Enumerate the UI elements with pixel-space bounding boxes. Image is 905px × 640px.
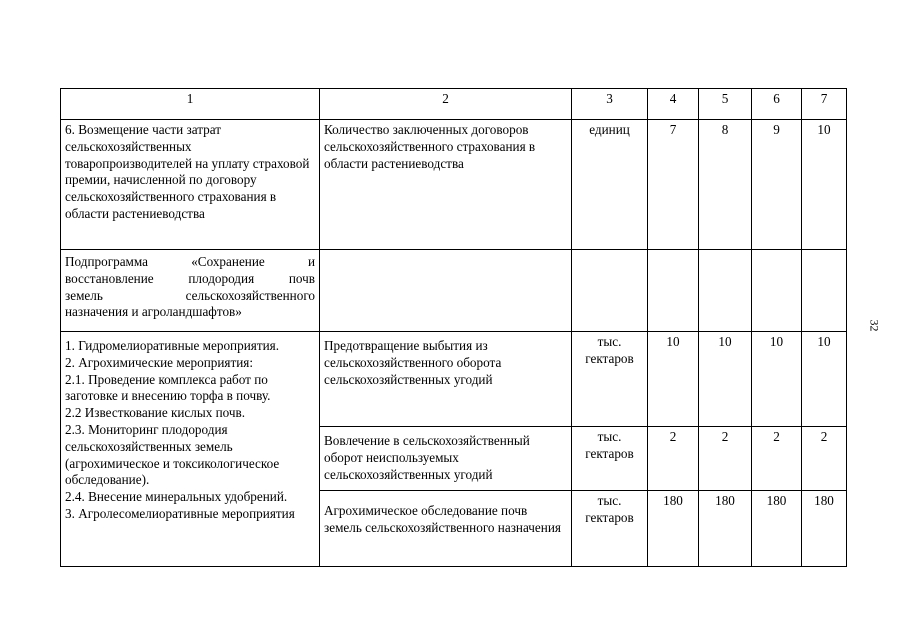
indicator-cell: Вовлечение в сельскохозяйственный оборот неиспользуемых сельскохозяйственных угодий (320, 427, 572, 491)
measure-item: 2.3. Мониторинг плодородия сельскохозяйственных земель (агрохимическое и токсикологическое обследование). (65, 421, 280, 488)
subprogram-title (61, 250, 320, 332)
table-row (61, 120, 847, 250)
measure-item: 2.1. Проведение комплекса работ по заготовке и внесению торфа в почву. (65, 371, 271, 404)
measure-item: 2.4. Внесение минеральных удобрений. (65, 489, 288, 505)
measure-item: 3. Агролесомелиоративные мероприятия (65, 505, 295, 521)
empty-cell (648, 250, 699, 332)
value-cell-4: 180 (648, 491, 699, 567)
unit-cell: тыс. гектаров (572, 332, 648, 427)
measure-item: 2.2 Известкование кислых почв. (65, 405, 246, 421)
table-row (61, 332, 847, 427)
header-cell-5: 5 (699, 89, 752, 120)
value-cell-7: 180 (802, 491, 847, 567)
unit-cell: тыс. гектаров (572, 427, 648, 491)
empty-cell (320, 250, 572, 332)
empty-cell (572, 250, 648, 332)
header-cell-3: 3 (572, 89, 648, 120)
header-cell-4: 4 (648, 89, 699, 120)
value-cell-7: 2 (802, 427, 847, 491)
empty-cell (752, 250, 802, 332)
value-cell-5: 2 (699, 427, 752, 491)
subprogram-word: земель (65, 287, 103, 303)
measure-item: 1. Гидромелиоративные мероприятия. (65, 338, 280, 353)
subprogram-row (61, 250, 847, 332)
page-number: 32 (867, 319, 882, 332)
subprogram-word: сельскохозяйственного (185, 287, 315, 303)
indicator-cell: Предотвращение выбытия из сельскохозяйственного оборота сельскохозяйственных угодий (320, 332, 572, 427)
unit-cell: единиц (572, 120, 648, 250)
empty-cell (802, 250, 847, 332)
subprogram-word: и (307, 254, 315, 269)
subprogram-word: «Сохранение (191, 254, 265, 269)
value-cell-6: 10 (752, 332, 802, 427)
value-cell-4: 2 (648, 427, 699, 491)
value-cell-7: 10 (802, 120, 847, 250)
subprogram-word: Подпрограмма (65, 254, 149, 269)
measures-group-cell (61, 332, 320, 567)
value-cell-4: 7 (648, 120, 699, 250)
value-cell-6: 180 (752, 491, 802, 567)
value-cell-4: 10 (648, 332, 699, 427)
header-cell-2: 2 (320, 89, 572, 120)
unit-cell: тыс. гектаров (572, 491, 648, 567)
measure-item: 2. Агрохимические мероприятия: (65, 354, 254, 370)
subprogram-word: почв (288, 270, 315, 286)
header-cell-6: 6 (752, 89, 802, 120)
measure-cell: 6. Возмещение части затрат сельскохозяйственных товаропроизводителей на уплату страховой премии, начисленной по договору сельскохозяйственного страхования в области растениеводства (61, 120, 320, 250)
value-cell-5: 10 (699, 332, 752, 427)
empty-cell (699, 250, 752, 332)
value-cell-7: 10 (802, 332, 847, 427)
value-cell-5: 8 (699, 120, 752, 250)
header-cell-7: 7 (802, 89, 847, 120)
header-cell-1: 1 (61, 89, 320, 120)
value-cell-5: 180 (699, 491, 752, 567)
value-cell-6: 9 (752, 120, 802, 250)
table-header-row (61, 89, 847, 120)
indicator-cell: Количество заключенных договоров сельскохозяйственного страхования в области растениеводства (320, 120, 572, 250)
indicators-table (60, 88, 847, 567)
subprogram-word: восстановление (65, 270, 154, 286)
value-cell-6: 2 (752, 427, 802, 491)
indicator-cell: Агрохимическое обследование почв земель сельскохозяйственного назначения (320, 491, 572, 567)
subprogram-word: назначения и агроландшафтов» (65, 304, 242, 320)
subprogram-word: плодородия (188, 270, 255, 286)
